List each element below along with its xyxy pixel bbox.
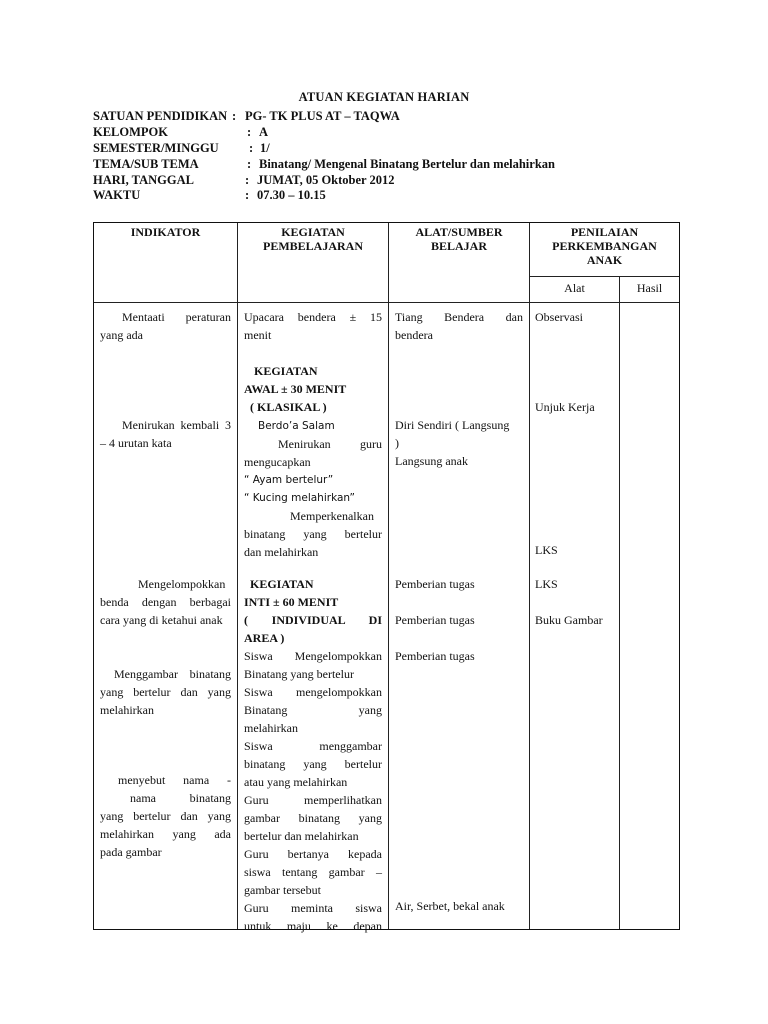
sumber-tugas-2: Pemberian tugas	[395, 613, 475, 627]
indikator-3: Mengelompokkan benda dengan berbagai cara yang di ketahui anak	[100, 577, 231, 627]
sumber-tugas-3: Pemberian tugas	[395, 649, 475, 663]
kegiatan-awal-detail: Berdo’a Salam Menirukan guru mengucapkan “ Ayam bertelur” “ Kucing melahirkan” Memperkenalkan binatang yang bertelur dan melahirkan	[244, 420, 382, 559]
kegiatan-inti: KEGIATAN INTI ± 60 MENIT ( INDIVIDUAL DI AREA )	[244, 577, 382, 645]
header-penilaian: PENILAIAN PERKEMBANGAN ANAK	[552, 225, 657, 267]
penilaian-lks-1: LKS	[535, 543, 558, 557]
indikator-2: Menirukan kembali 3 – 4 urutan kata	[100, 418, 231, 450]
penilaian-unjuk-kerja: Unjuk Kerja	[535, 400, 595, 414]
indikator-4: Menggambar binatang yang bertelur dan yang melahirkan	[100, 667, 231, 717]
header-kegiatan: KEGIATAN PEMBELAJARAN	[262, 225, 363, 253]
header-indikator: INDIKATOR	[130, 225, 201, 239]
penilaian-lks-2: LKS	[535, 577, 558, 591]
sumber-tugas-1: Pemberian tugas	[395, 577, 475, 591]
col-divider	[529, 223, 530, 929]
col-divider	[388, 223, 389, 929]
header-hasil: Hasil	[636, 281, 663, 295]
indikator-1: Mentaati peraturan yang ada	[100, 310, 231, 342]
sumber-diri: Diri Sendiri ( Langsung ) Langsung anak	[395, 418, 510, 468]
header-alat: Alat	[564, 281, 585, 295]
header-subrow-line	[529, 276, 679, 277]
document-title: ATUAN KEGIATAN HARIAN	[298, 90, 470, 104]
penilaian-buku-gambar: Buku Gambar	[535, 613, 603, 627]
col-divider	[619, 276, 620, 929]
penilaian-observasi: Observasi	[535, 310, 583, 324]
indikator-5: menyebut nama - nama binatang yang bertelur dan yang melahirkan yang ada pada gambar	[100, 773, 231, 859]
kegiatan-awal: KEGIATAN AWAL ± 30 MENIT ( KLASIKAL )	[244, 364, 347, 414]
kegiatan-inti-detail: Siswa Mengelompokkan Binatang yang bertelur Siswa mengelompokkan Binatang yang melahirkan Siswa menggambar binatang yang bertelur atau yang melahirkan Guru memperlihatkan gambar binatang yang bertelur dan melahirkan Guru bertanya kepada siswa tentang gambar – gambar tersebut Guru meminta siswa untuk maju ke depan	[244, 649, 382, 933]
header-bottom-line	[94, 302, 679, 303]
kegiatan-upacara: Upacara bendera ± 15 menit	[244, 310, 382, 342]
activity-table	[93, 222, 680, 933]
col-divider	[237, 223, 238, 929]
sumber-air: Air, Serbet, bekal anak	[395, 899, 505, 913]
header-alat-sumber: ALAT/SUMBER BELAJAR	[415, 225, 503, 253]
sumber-tiang: Tiang Bendera dan bendera	[395, 310, 523, 342]
